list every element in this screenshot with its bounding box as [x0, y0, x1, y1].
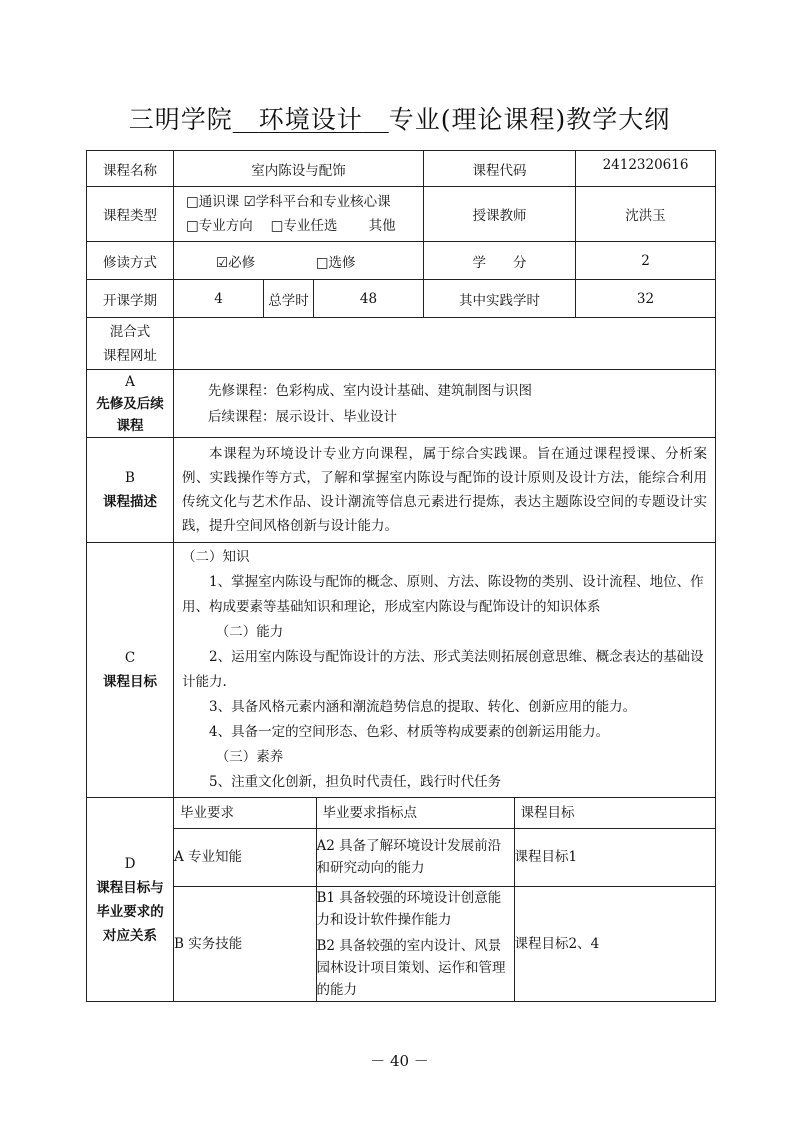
section-a-content: [174, 370, 716, 438]
objective-4: 4、具备一定的空间形态、色彩、材质等构成要素的创新运用能力。: [209, 724, 610, 740]
teacher-label: 授课教师: [424, 187, 576, 242]
goal-cell: 课程目标2、4: [514, 886, 715, 1001]
objective-5: 5、注重文化创新，担负时代责任，践行时代任务: [209, 774, 502, 790]
credit-value: 2: [576, 242, 716, 280]
practice-hours-label: 其中实践学时: [424, 280, 576, 318]
semester-value: 4: [174, 280, 264, 318]
major-name: 环境设计: [258, 105, 363, 134]
hybrid-url-label: 混合式 课程网址: [87, 318, 174, 370]
course-objectives: [174, 543, 716, 798]
school-name: 三明学院: [128, 105, 233, 134]
ability-heading: （二）能力: [215, 624, 284, 640]
course-code: 2412320616: [576, 151, 716, 187]
section-d-header: D 课程目标与 毕业要求的 对应关系: [87, 798, 174, 1002]
study-mode-label: 修读方式: [87, 242, 174, 280]
course-name-label: 课程名称: [87, 151, 174, 187]
course-description: 本课程为环境设计专业方向课程，属于综合实践课。旨在通过课程授课、分析案例、实践操作等方式，了解和掌握室内陈设与配饰的设计原则及设计方法，能综合利用传统文化与艺术作品、设计潮流等信息元素进行提炼，表达主题陈设空间的专题设计实践，提升空间风格创新与设计能力。: [174, 438, 716, 543]
syllabus-table: [86, 150, 716, 1002]
title-suffix: 专业(理论课程)教学大纲: [388, 105, 671, 134]
study-mode-options: [174, 242, 424, 280]
point-cell: A2 具备了解环境设计发展前沿和研究动向的能力: [316, 828, 514, 886]
type-other-option: 其他: [368, 218, 396, 234]
course-type-label: 课程类型: [87, 187, 174, 242]
followup-courses: 后续课程：展示设计、毕业设计: [208, 408, 397, 425]
type-direction-checkbox[interactable]: □专业方向: [186, 218, 253, 234]
total-hours-label: 总学时: [264, 280, 314, 318]
requirement-mapping: [174, 798, 716, 1002]
prerequisite-courses: 先修课程：色彩构成、室内设计基础、建筑制图与识图: [208, 382, 532, 399]
col-course-goal: 课程目标: [514, 798, 715, 828]
row-hybrid-url: [87, 318, 716, 370]
teacher-name: 沈洪玉: [576, 187, 716, 242]
required-checkbox[interactable]: ☑必修: [216, 254, 256, 271]
requirement-cell: B 实务技能: [174, 886, 316, 1001]
course-code-label: 课程代码: [424, 151, 576, 187]
semester-label: 开课学期: [87, 280, 174, 318]
point-cell: B1 具备较强的环境设计创意能力和设计软件操作能力 B2 具备较强的室内设计、风景园林设计项目策划、运作和管理的能力: [316, 886, 514, 1001]
section-c-header: C 课程目标: [87, 543, 174, 798]
goal-cell: 课程目标1: [514, 828, 715, 886]
section-a: [87, 370, 716, 438]
row-course-type: [87, 187, 716, 242]
objective-1: 1、掌握室内陈设与配饰的概念、原则、方法、陈设物的类别、设计流程、地位、作用、构成要素等基础知识和理论，形成室内陈设与配饰设计的知识体系: [182, 574, 704, 615]
requirement-cell: A 专业知能: [174, 828, 316, 886]
course-name: 室内陈设与配饰: [174, 151, 424, 187]
type-elective-checkbox[interactable]: □专业任选: [270, 218, 338, 234]
table-row: [174, 886, 715, 1001]
credit-label: 学 分: [424, 242, 576, 280]
section-b-header: B 课程描述: [87, 438, 174, 543]
col-graduation-requirement: 毕业要求: [174, 798, 316, 828]
objective-2: 2、运用室内陈设与配饰设计的方法、形式美法则拓展创意思维、概念表达的基础设计能力.: [182, 649, 704, 690]
course-type-options: [174, 187, 424, 242]
type-core-checkbox[interactable]: ☑学科平台和专业核心课: [243, 194, 391, 210]
section-a-header: A 先修及后续 课程: [87, 370, 174, 438]
section-d: [87, 798, 716, 1002]
table-row: [174, 828, 715, 886]
knowledge-heading: （二）知识: [182, 549, 250, 565]
row-course-name: [87, 151, 716, 187]
total-hours-value: 48: [314, 280, 424, 318]
mapping-table: [174, 798, 715, 1001]
page-title: [0, 100, 799, 136]
practice-hours-value: 32: [576, 280, 716, 318]
col-requirement-point: 毕业要求指标点: [316, 798, 514, 828]
mapping-header-row: [174, 798, 715, 828]
section-b: [87, 438, 716, 543]
page-number: － 40 －: [370, 1052, 429, 1070]
optional-checkbox[interactable]: □选修: [315, 254, 356, 271]
section-c: [87, 543, 716, 798]
row-study-mode: [87, 242, 716, 280]
hybrid-url-value: [174, 318, 716, 370]
row-semester: [87, 280, 716, 318]
objective-3: 3、具备风格元素内涵和潮流趋势信息的提取、转化、创新应用的能力。: [209, 699, 637, 715]
literacy-heading: （三）素养: [215, 749, 284, 765]
type-general-checkbox[interactable]: □通识课: [186, 194, 240, 210]
